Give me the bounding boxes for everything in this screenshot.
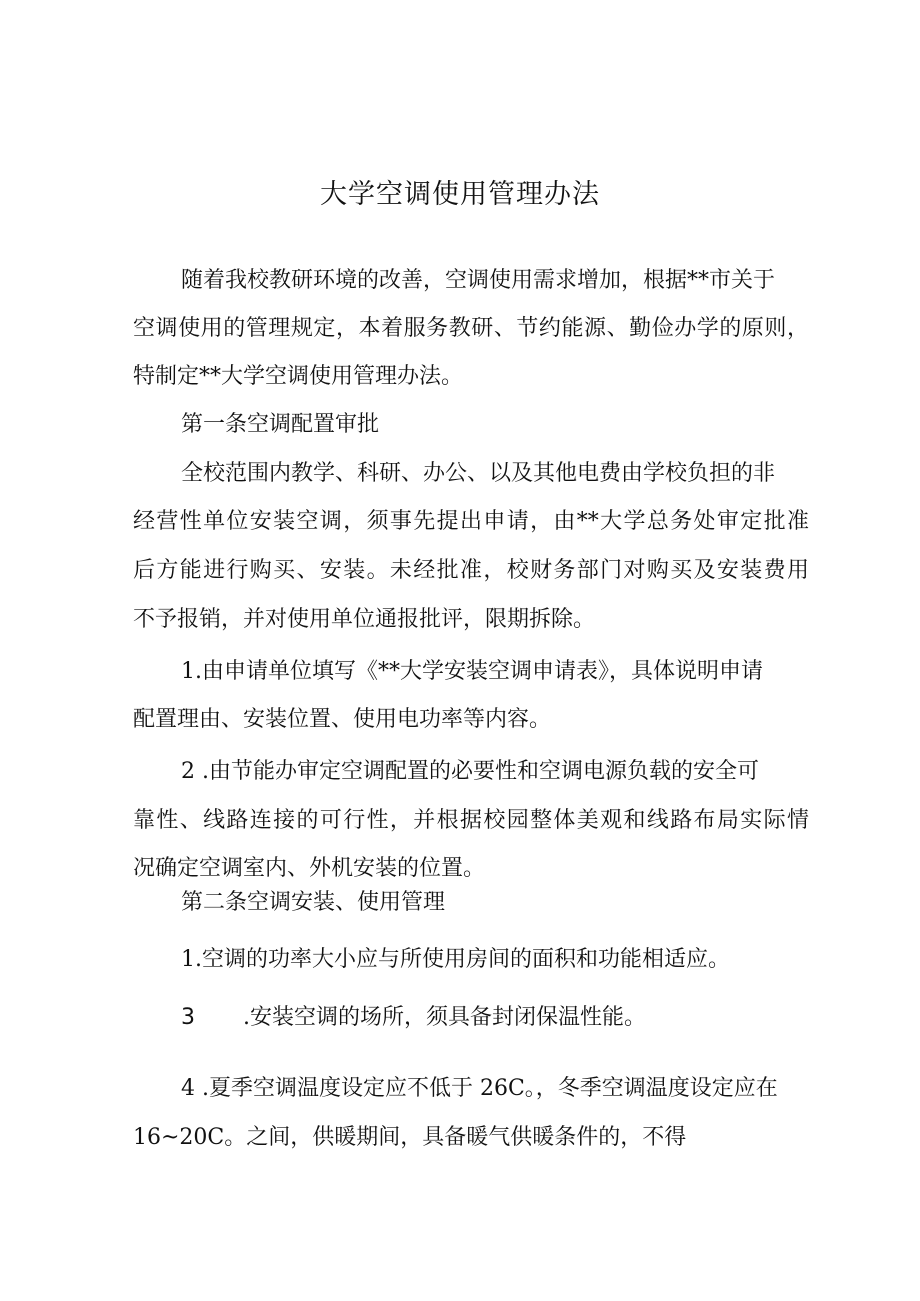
item-2-line-3: 况确定空调室内、外机安装的位置。 — [133, 856, 486, 881]
article-1-line-4: 不予报销，并对使用单位通报批评，限期拆除。 — [133, 607, 596, 632]
article-1-line-3: 后方能进行购买、安装。未经批准，校财务部门对购买及安装费用 — [133, 558, 809, 583]
article-2-item-4-line-1: 4 .夏季空调温度设定应不低于 26C。，冬季空调温度设定应在 — [181, 1076, 778, 1101]
item-3-number: 3 — [181, 1005, 195, 1030]
intro-line-2: 空调使用的管理规定，本着服务教研、节约能源、勤俭办学的原则， — [133, 316, 809, 341]
article-1-line-2: 经营性单位安装空调，须事先提出申请，由**大学总务处审定批准 — [133, 509, 809, 534]
item-3-text: .安装空调的场所，须具备封闭保温性能。 — [243, 1005, 646, 1030]
article-2-item-1: 1.空调的功率大小应与所使用房间的面积和功能相适应。 — [181, 947, 730, 972]
item-2-line-1: 2 .由节能办审定空调配置的必要性和空调电源负载的安全可 — [181, 759, 759, 784]
article-2-heading: 第二条空调安装、使用管理 — [181, 890, 446, 915]
article-1-line-1: 全校范围内教学、科研、办公、以及其他电费由学校负担的非 — [181, 461, 776, 486]
article-1-heading: 第一条空调配置审批 — [181, 412, 380, 437]
item-2-line-2: 靠性、线路连接的可行性，并根据校园整体美观和线路布局实际情 — [133, 808, 809, 833]
intro-line-3: 特制定**大学空调使用管理办法。 — [133, 364, 464, 389]
article-2-item-3 — [0, 1003, 920, 1033]
document-title: 大学空调使用管理办法 — [320, 179, 600, 210]
article-2-item-4-line-2: 16~20C。之间，供暖期间，具备暖气供暖条件的，不得 — [133, 1125, 687, 1150]
item-1-line-1: 1.由申请单位填写《**大学安装空调申请表》，具体说明申请 — [181, 659, 763, 684]
item-1-line-2: 配置理由、安装位置、使用电功率等内容。 — [133, 707, 552, 732]
intro-line-1: 随着我校教研环境的改善，空调使用需求增加，根据**市关于 — [181, 268, 776, 293]
